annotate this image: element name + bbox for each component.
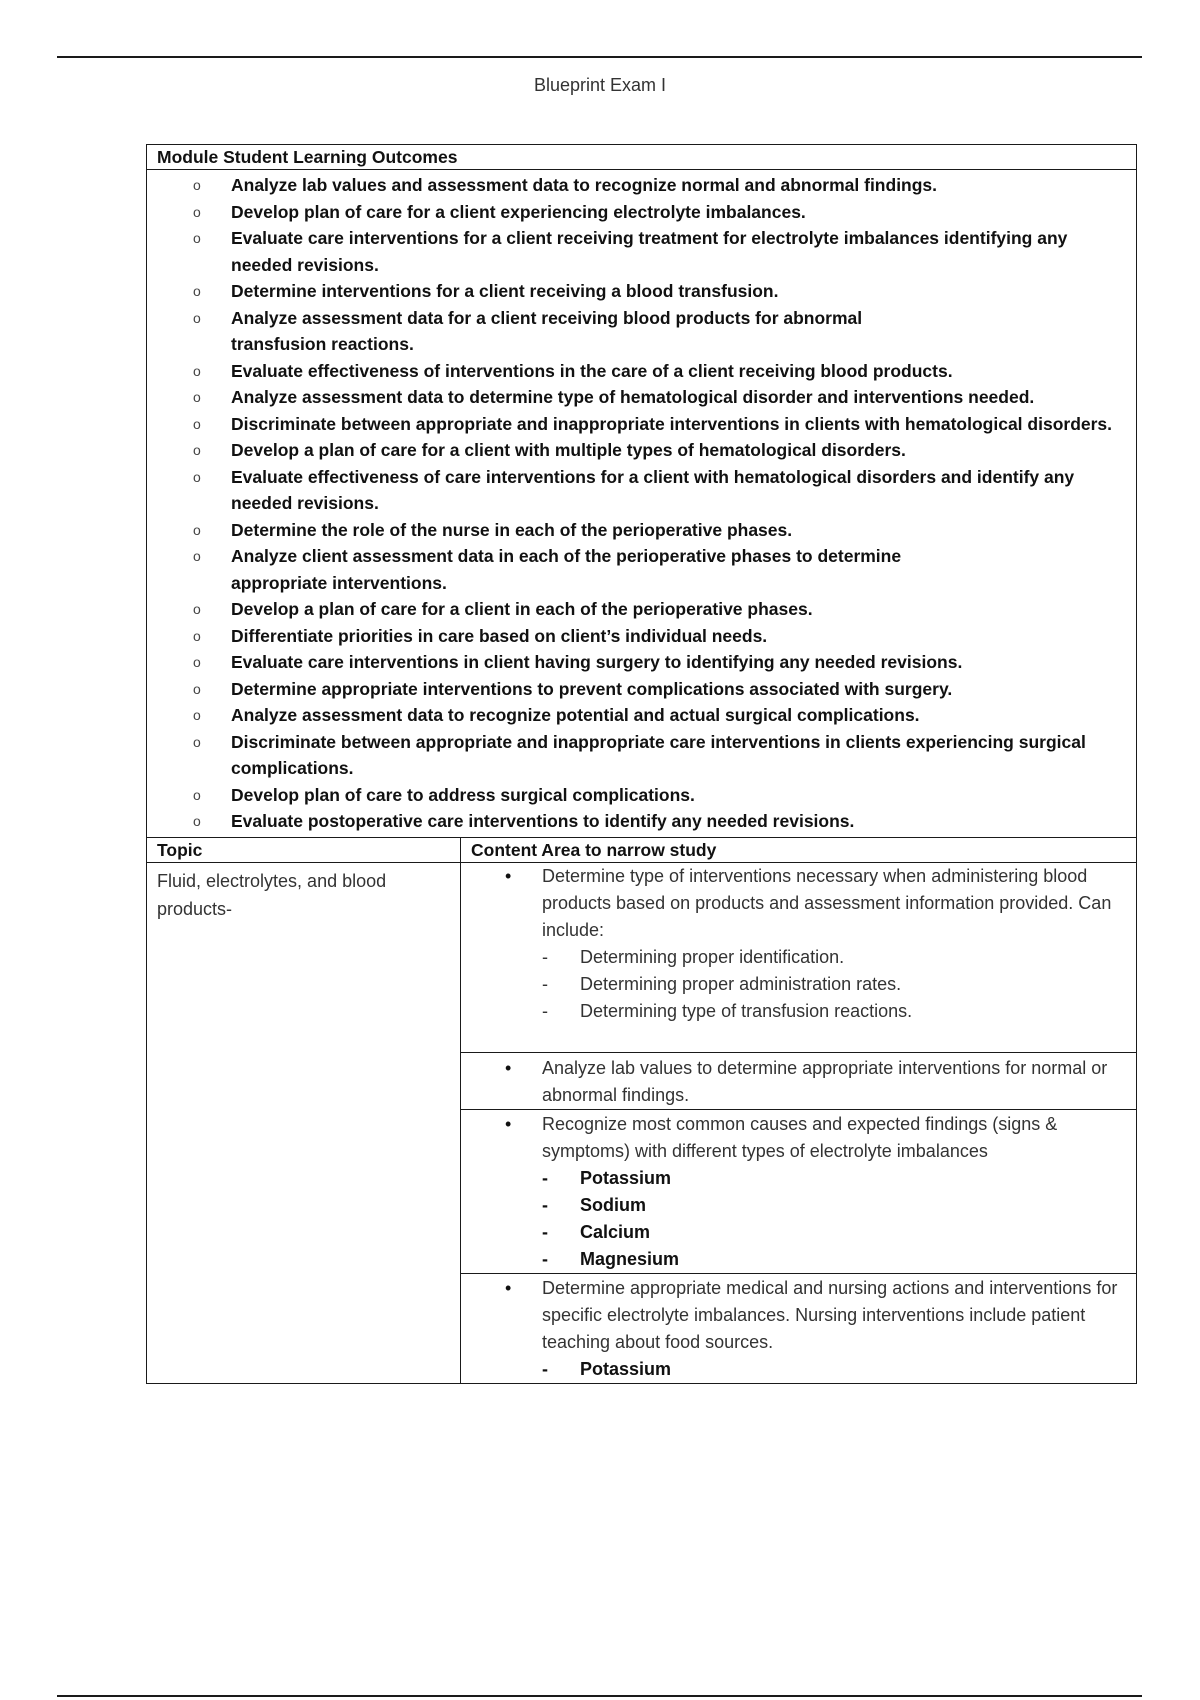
content-cell	[461, 1052, 1137, 1109]
outcome-item: o Discriminate between appropriate and inappropriate interventions in clients with hematological disorders.	[147, 411, 1126, 438]
circle-bullet-icon: o	[193, 362, 201, 379]
content-cell	[461, 862, 1137, 1052]
outcome-item: o Develop plan of care for a client experiencing electrolyte imbalances.	[147, 199, 1126, 226]
sub-item: - Determining type of transfusion reactions.	[542, 998, 1124, 1025]
circle-bullet-icon: o	[193, 468, 201, 485]
sub-item: - Magnesium	[542, 1246, 1124, 1273]
content-bullet-text: Recognize most common causes and expected findings (signs & symptoms) with different types of electrolyte imbalances	[542, 1113, 1058, 1161]
outcome-item: o Analyze assessment data to determine type of hematological disorder and interventions needed.	[147, 384, 1126, 411]
circle-bullet-icon: o	[193, 415, 201, 432]
outcome-item: o Develop a plan of care for a client with multiple types of hematological disorders.	[147, 437, 1126, 464]
dash-icon: -	[542, 1248, 548, 1269]
outcomes-heading: Module Student Learning Outcomes	[147, 145, 1137, 170]
sub-item: - Potassium	[542, 1356, 1124, 1383]
content-bullet-text: Determine type of interventions necessary when administering blood products based on products and assessment information provided. Can include:	[542, 865, 1112, 940]
outcome-item: o Determine appropriate interventions to prevent complications associated with surgery.	[147, 676, 1126, 703]
outcome-item: o Evaluate postoperative care interventions to identify any needed revisions.	[147, 808, 1126, 835]
footer-rule	[57, 1695, 1142, 1697]
outcome-item: o Analyze lab values and assessment data to recognize normal and abnormal findings.	[147, 172, 1126, 199]
bullet-dot-icon: •	[505, 1113, 512, 1134]
outcome-item: o Evaluate effectiveness of interventions in the care of a client receiving blood products.	[147, 358, 1126, 385]
dash-icon: -	[542, 1221, 548, 1242]
outcome-item: o Develop plan of care to address surgical complications.	[147, 782, 1126, 809]
content-bullet-text: Analyze lab values to determine appropriate interventions for normal or abnormal findings.	[542, 1057, 1108, 1105]
sub-item: - Calcium	[542, 1219, 1124, 1246]
dash-icon: -	[542, 973, 548, 994]
dash-icon: -	[542, 1194, 548, 1215]
circle-bullet-icon: o	[193, 680, 201, 697]
outcome-item: o Differentiate priorities in care based on client’s individual needs.	[147, 623, 1126, 650]
dash-icon: -	[542, 946, 548, 967]
circle-bullet-icon: o	[193, 601, 201, 617]
outcome-item: o Evaluate effectiveness of care interventions for a client with hematological disorders and identify any needed revisions.	[147, 464, 1126, 517]
circle-bullet-icon: o	[193, 203, 201, 220]
content-bullet	[461, 1111, 1136, 1273]
circle-bullet-icon: o	[193, 230, 201, 246]
outcome-item: o Discriminate between appropriate and inappropriate care interventions in clients experiencing surgical complications.	[147, 729, 1126, 782]
topic-column-header: Topic	[147, 837, 461, 862]
dash-icon: -	[542, 1000, 548, 1021]
outcome-item: o Analyze assessment data for a client receiving blood products for abnormal transfusion reactions.	[147, 305, 1126, 358]
outcomes-cell	[147, 170, 1137, 838]
content-cell	[461, 1109, 1137, 1273]
content-cell	[461, 1273, 1137, 1383]
circle-bullet-icon: o	[193, 548, 201, 564]
circle-bullet-icon: o	[193, 733, 201, 750]
circle-bullet-icon: o	[193, 442, 201, 458]
circle-bullet-icon: o	[193, 707, 201, 723]
circle-bullet-icon: o	[193, 389, 201, 405]
circle-bullet-icon: o	[193, 786, 201, 803]
sub-item: - Potassium	[542, 1165, 1124, 1192]
outcome-item: o Analyze client assessment data in each of the perioperative phases to determine appropriate interventions.	[147, 543, 1126, 596]
outcome-item: o Determine the role of the nurse in each of the perioperative phases.	[147, 517, 1126, 544]
circle-bullet-icon: o	[193, 177, 201, 193]
header-rule	[57, 56, 1142, 58]
circle-bullet-icon: o	[193, 813, 201, 829]
circle-bullet-icon: o	[193, 309, 201, 326]
circle-bullet-icon: o	[193, 521, 201, 538]
circle-bullet-icon: o	[193, 283, 201, 299]
outcomes-list	[147, 170, 1136, 837]
bullet-dot-icon: •	[505, 865, 512, 886]
circle-bullet-icon: o	[193, 654, 201, 670]
dash-icon: -	[542, 1167, 548, 1188]
dash-icon: -	[542, 1358, 548, 1379]
outcome-item: o Evaluate care interventions in client having surgery to identifying any needed revisions.	[147, 649, 1126, 676]
sub-item: - Sodium	[542, 1192, 1124, 1219]
bullet-dot-icon: •	[505, 1277, 512, 1298]
outcome-item: o Analyze assessment data to recognize potential and actual surgical complications.	[147, 702, 1126, 729]
circle-bullet-icon: o	[193, 627, 201, 644]
content-bullet	[461, 1275, 1136, 1383]
outcome-item: o Determine interventions for a client receiving a blood transfusion.	[147, 278, 1126, 305]
outcome-item: o Evaluate care interventions for a client receiving treatment for electrolyte imbalances identifying any needed revisions.	[147, 225, 1126, 278]
bullet-dot-icon: •	[505, 1057, 512, 1078]
page-title: Blueprint Exam I	[533, 75, 667, 95]
content-column-header: Content Area to narrow study	[461, 837, 1137, 862]
sub-item: - Determining proper identification.	[542, 944, 1124, 971]
outcome-item: o Develop a plan of care for a client in each of the perioperative phases.	[147, 596, 1126, 623]
topic-cell: Fluid, electrolytes, and blood products-	[147, 862, 461, 1383]
content-bullet-text: Determine appropriate medical and nursing actions and interventions for specific electrolyte imbalances. Nursing interventions include patient teaching about food sources.	[542, 1277, 1118, 1352]
content-bullet	[461, 1055, 1136, 1109]
content-bullet	[461, 863, 1136, 1025]
blueprint-table	[146, 144, 1137, 1384]
sub-item: - Determining proper administration rates.	[542, 971, 1124, 998]
